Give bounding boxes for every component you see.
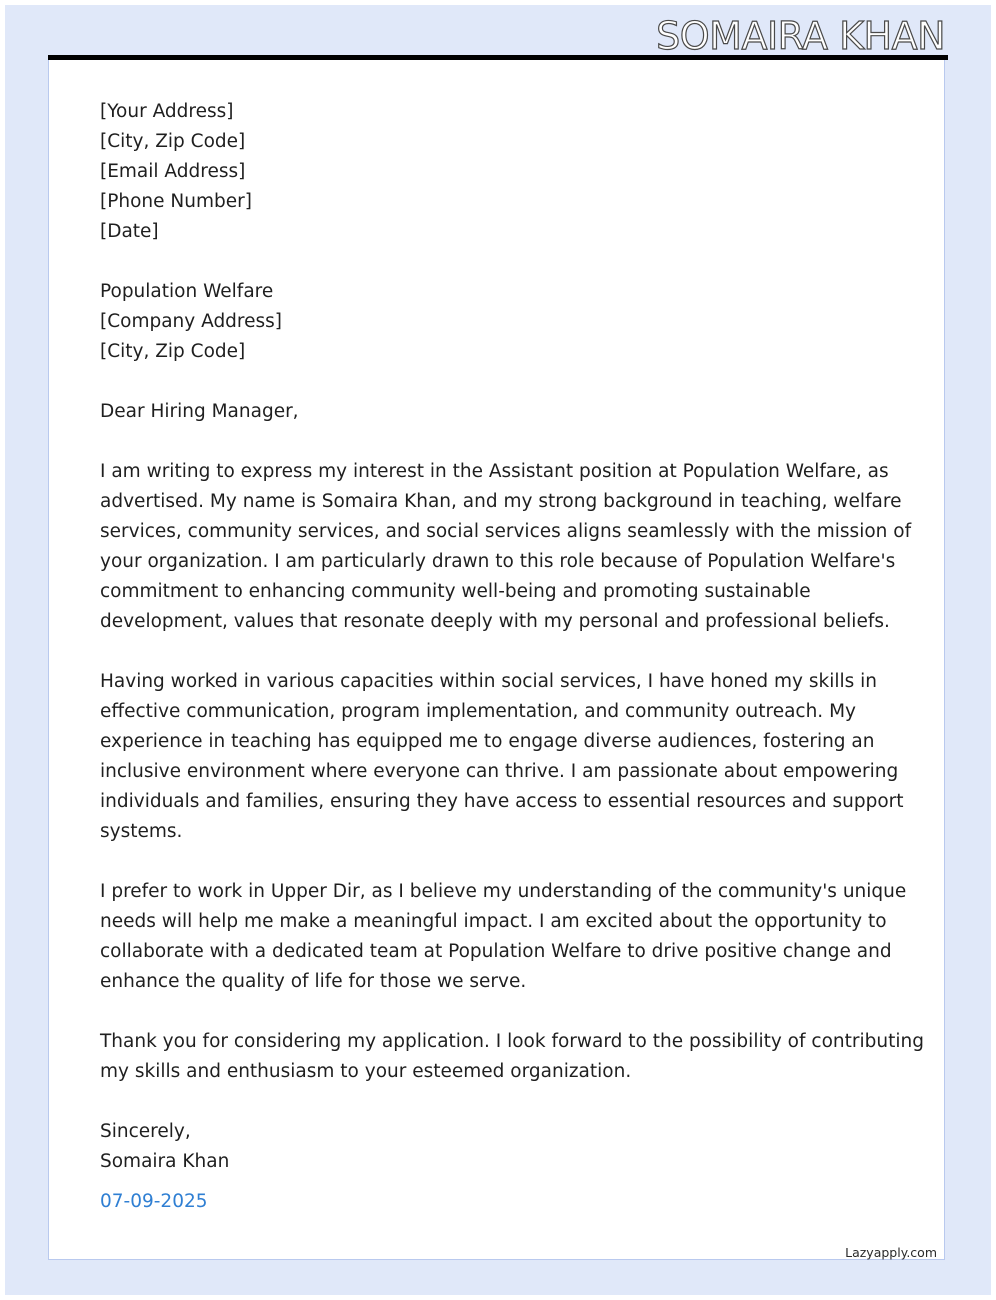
recipient-company: Population Welfare [100, 281, 274, 302]
footer-brand: Lazyapply.com [845, 1245, 937, 1260]
closing-date: 07-09-2025 [100, 1191, 208, 1212]
paragraph-line: Having worked in various capacities within social services, I have honed my skills in [100, 671, 878, 692]
sender-email: [Email Address] [100, 161, 246, 182]
paragraph-line: advertised. My name is Somaira Khan, and my strong background in teaching, welfare [100, 491, 902, 512]
paragraph-line: inclusive environment where everyone can thrive. I am passionate about empowering [100, 761, 899, 782]
letter-body [100, 97, 924, 1217]
recipient-address: [Company Address] [100, 311, 283, 332]
sender-address: [Your Address] [100, 101, 234, 122]
paragraph-line: enhance the quality of life for those we serve. [100, 971, 527, 992]
paragraph-line: experience in teaching has equipped me to engage diverse audiences, fostering an [100, 731, 875, 752]
paragraph-line: my skills and enthusiasm to your esteemed organization. [100, 1061, 632, 1082]
body-paragraph-4 [100, 1027, 924, 1087]
paragraph-line: effective communication, program implementation, and community outreach. My [100, 701, 856, 722]
valediction: Sincerely, [100, 1121, 191, 1142]
body-paragraph-2 [100, 667, 904, 847]
sender-phone: [Phone Number] [100, 191, 252, 212]
paragraph-line: development, values that resonate deeply with my personal and professional beliefs. [100, 611, 890, 632]
paragraph-line: services, community services, and social services aligns seamlessly with the mission of [100, 521, 912, 542]
closing-block [100, 1117, 895, 1217]
paragraph-line: I am writing to express my interest in the Assistant position at Population Welfare, as [100, 461, 889, 482]
recipient-block [100, 277, 895, 367]
recipient-city-zip: [City, Zip Code] [100, 341, 246, 362]
paragraph-line: your organization. I am particularly drawn to this role because of Population Welfare's [100, 551, 896, 572]
paragraph-line: collaborate with a dedicated team at Population Welfare to drive positive change and [100, 941, 892, 962]
paragraph-line: systems. [100, 821, 183, 842]
paragraph-line: needs will help me make a meaningful impact. I am excited about the opportunity to [100, 911, 887, 932]
sender-block [100, 97, 895, 247]
paragraph-line: commitment to enhancing community well-being and promoting sustainable [100, 581, 811, 602]
sender-city-zip: [City, Zip Code] [100, 131, 246, 152]
paragraph-line: individuals and families, ensuring they have access to essential resources and support [100, 791, 904, 812]
paragraph-line: I prefer to work in Upper Dir, as I believe my understanding of the community's unique [100, 881, 907, 902]
header-name: SOMAIRA KHAN [656, 14, 945, 58]
body-paragraph-3 [100, 877, 907, 997]
paragraph-line: Thank you for considering my application. I look forward to the possibility of contributing [100, 1031, 924, 1052]
sender-date: [Date] [100, 221, 159, 242]
body-paragraph-1 [100, 457, 912, 637]
salutation: Dear Hiring Manager, [100, 401, 299, 422]
signature-name: Somaira Khan [100, 1151, 230, 1172]
